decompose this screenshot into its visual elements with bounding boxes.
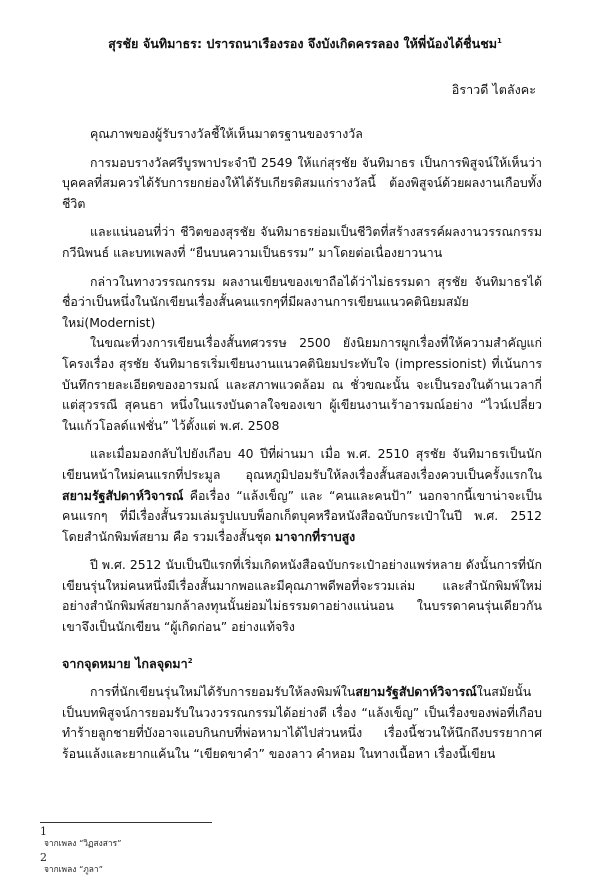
section-footnote-marker: 2 bbox=[187, 656, 193, 665]
paragraph-8-text-c: ในสมัยนั้นเป็นบทพิสูจน์การยอมรับในวงวรรณกรรมได้อย่างดี เรื่อง “แล้งเข็ญ” เป็นเรื่องของพ่อที่เกือบทำร้ายลูกชายที่บังอาจแอบกินกบที่พ่อหามาได้ไปส่วนหนึ่ง เรื่องนี้ชวนให้นึกถึงบรรยากาศร้อนแล้งและยากแค้นใน “เขียดขาคำ” ของลาว คำหอม ในทางเนื้อหา เรื่องนี้เขียน bbox=[62, 684, 542, 762]
paragraph-5: ในขณะที่วงการเขียนเรื่องสั้นทศวรรษ 2500 ยังนิยมการผูกเรื่องที่ให้ความสำคัญแก่โครงเรื่อง สุรชัย จันทิมาธรเริ่มเขียนงานแนวคตินิยมประทับใจ (impressionist) ที่เน้นการบันทึกรายละเอียดของอารมณ์ และสภาพแวดล้อม ณ ชั่วขณะนั้น จะเป็นรองในด้านเวลากี่แต่สุวรรณี สุคนธา หนึ่งในแรงบันดาลใจของเขา ผู้เขียนงานเร้าอารมณ์อย่าง “ไวน์เปลี่ยวในแก้วโอลด์แฟชั่น” ไว้ตั้งแต่ พ.ศ. 2508 bbox=[62, 335, 542, 433]
author-name: อิราวดี ไตลังคะ bbox=[451, 82, 536, 97]
paragraph-8-text-a: การที่นักเขียนรุ่นใหม่ได้รับการยอมรับให้ลงพิมพ์ใน bbox=[90, 684, 356, 700]
section-heading-text: จากจุดหมาย ไกลจุดมา bbox=[62, 655, 188, 671]
footnote-separator bbox=[40, 822, 212, 823]
paragraph-7: ปี พ.ศ. 2512 นับเป็นปีแรกที่เริ่มเกิดหนังสือฉบับกระเป๋าอย่างแพร่หลาย ดังนั้นการที่นักเขียนรุ่นใหม่คนหนึ่งมีเรื่องสั้นมากพอและมีคุณภาพดีพอที่จะรวมเล่ม และสำนักพิมพ์ใหม่อย่างสำนักพิมพ์สยามกล้าลงทุนนั้นย่อมไม่ธรรมดาอย่างแน่นอน ในบรรดาคนรุ่นเดียวกัน เขาจึงเป็นนักเขียน “ผู้เกิดก่อน” อย่างแท้จริง bbox=[62, 557, 542, 635]
paragraph-3: และแน่นอนที่ว่า ชีวิตของสุรชัย จันทิมาธรย่อมเป็นชีวิตที่สร้างสรรค์ผลงานวรรณกรรม กวีนิพนธ์ และบทเพลงที่ “ยืนบนความเป็นธรรม” มาโดยต่อเนื่องยาวนาน bbox=[62, 224, 542, 260]
paragraph-2: การมอบรางวัลศรีบูรพาประจำปี 2549 ให้แก่สุรชัย จันทิมาธร เป็นการพิสูจน์ให้เห็นว่าบุคคลที่สมควรได้รับการยกย่องให้ได้รับเกียรติสมแก่รางวัลนี้ ต้องพิสูจน์ด้วยผลงานเกือบทั้งชีวิต bbox=[62, 154, 542, 211]
paragraph-1: คุณภาพของผู้รับรางวัลชี้ให้เห็นมาตรฐานของรางวัล bbox=[90, 126, 363, 141]
footnote-2-text: จากเพลง “ภูลา” bbox=[44, 864, 103, 874]
title-text: สุรชัย จันทิมาธร: ปรารถนาเรืองรอง จึงบังเกิดครรลอง ให้พี่น้องได้ชื่นชม bbox=[108, 36, 498, 51]
footnote-2 bbox=[40, 852, 103, 874]
footnote-1-number: 1 bbox=[40, 825, 47, 838]
footnote-1 bbox=[40, 826, 121, 848]
magazine-title: สยามรัฐสัปดาห์วิจารณ์ bbox=[62, 487, 184, 503]
footnote-2-number: 2 bbox=[40, 851, 47, 864]
paragraph-6-text-a: และเมื่อมองกลับไปยังเกือบ 40 ปีที่ผ่านมา เมื่อ พ.ศ. 2510 สุรชัย จันทิมาธรเป็นนักเขียนหน้าใหม่คนแรกที่ประมูล อุณหภูมิปอมรับให้ลงเรื่องสั้นสองเรื่องควบเป็นครั้งแรกใน bbox=[62, 446, 542, 482]
paragraph-6 bbox=[62, 444, 542, 547]
book-title: มาจากที่ราบสูง bbox=[275, 528, 356, 544]
footnote-1-text: จากเพลง “วิฏสงสาร” bbox=[44, 838, 122, 848]
document-title bbox=[60, 34, 550, 54]
paragraph-6-text-c: คือเรื่อง “แล้งเข็ญ” และ “คนและคนป้า” นอกจากนี้เขาน่าจะเป็นคนแรกๆ ที่มีเรื่องสั้นรวมเล่มรูปแบบพ็อกเก็ตบุคหรือหนังสือฉบับกระเป๋าในปี พ.ศ. 2512 โดยสำนักพิมพ์สยาม คือ รวมเรื่องสั้นชุด bbox=[62, 487, 542, 544]
title-footnote-marker: 1 bbox=[497, 36, 502, 45]
paragraph-4: กล่าวในทางวรรณกรรม ผลงานเขียนของเขาถือได้ว่าไม่ธรรมดา สุรชัย จันทิมาธรได้ชื่อว่าเป็นหนึ่งในนักเขียนเรื่องสั้นคนแรกๆที่มีผลงานการเขียนแนวคตินิยมสมัยใหม่(Modernist) bbox=[62, 273, 542, 330]
article-body bbox=[62, 124, 542, 773]
magazine-title-2: สยามรัฐสัปดาห์วิจารณ์ bbox=[355, 684, 477, 700]
paragraph-8 bbox=[62, 682, 542, 764]
section-heading bbox=[62, 654, 542, 675]
